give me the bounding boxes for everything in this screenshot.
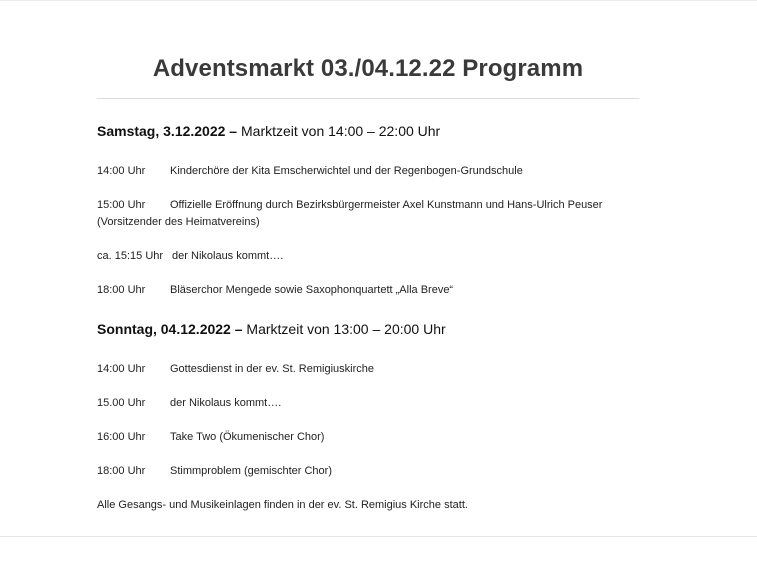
schedule-entry — [97, 282, 639, 299]
title-divider — [97, 98, 639, 99]
entry-text: Take Two (Ökumenischer Chor) — [170, 431, 325, 443]
entry-text: Bläserchor Mengede sowie Saxophonquartett „Alla Breve“ — [170, 284, 454, 296]
saturday-heading — [97, 122, 639, 140]
schedule-entry — [97, 463, 639, 480]
schedule-entry — [97, 197, 639, 231]
entry-time: 14:00 Uhr — [97, 165, 146, 177]
entry-text: Kinderchöre der Kita Emscherwichtel und der Regenbogen-Grundschule — [170, 165, 523, 177]
entry-time: ca. 15:15 Uhr — [97, 250, 164, 262]
footer-note: Alle Gesangs- und Musikeinlagen finden in der ev. St. Remigius Kirche statt. — [97, 499, 468, 511]
bottom-divider — [0, 536, 757, 537]
schedule-entry — [97, 248, 639, 265]
entry-time: 18:00 Uhr — [97, 465, 146, 477]
page-title: Adventsmarkt 03./04.12.22 Programm — [152, 55, 584, 82]
sunday-hours: Marktzeit von 13:00 – 20:00 Uhr — [246, 321, 446, 337]
sunday-heading — [97, 320, 639, 338]
entry-text: der Nikolaus kommt…. — [172, 250, 284, 262]
schedule-entry — [97, 395, 639, 412]
article-content — [97, 0, 639, 514]
entry-time: 18:00 Uhr — [97, 284, 146, 296]
entry-time: 15:00 Uhr — [97, 199, 146, 211]
sunday-date: Sonntag, 04.12.2022 – — [97, 321, 243, 337]
entry-text: der Nikolaus kommt…. — [170, 397, 282, 409]
schedule-entry — [97, 163, 639, 180]
saturday-date: Samstag, 3.12.2022 – — [97, 123, 238, 139]
entry-time: 14:00 Uhr — [97, 363, 146, 375]
entry-text: Stimmproblem (gemischter Chor) — [170, 465, 332, 477]
entry-time: 16:00 Uhr — [97, 431, 146, 443]
saturday-hours: Marktzeit von 14:00 – 22:00 Uhr — [241, 123, 441, 139]
schedule-entry — [97, 429, 639, 446]
entry-text: Gottesdienst in der ev. St. Remigiuskirche — [170, 363, 374, 375]
entry-time: 15.00 Uhr — [97, 397, 146, 409]
entry-text: Offizielle Eröffnung durch Bezirksbürgermeister Axel Kunstmann und Hans-Ulrich Peuser (Vorsitzender des Heimatvereins) — [97, 199, 603, 228]
schedule-entry — [97, 361, 639, 378]
